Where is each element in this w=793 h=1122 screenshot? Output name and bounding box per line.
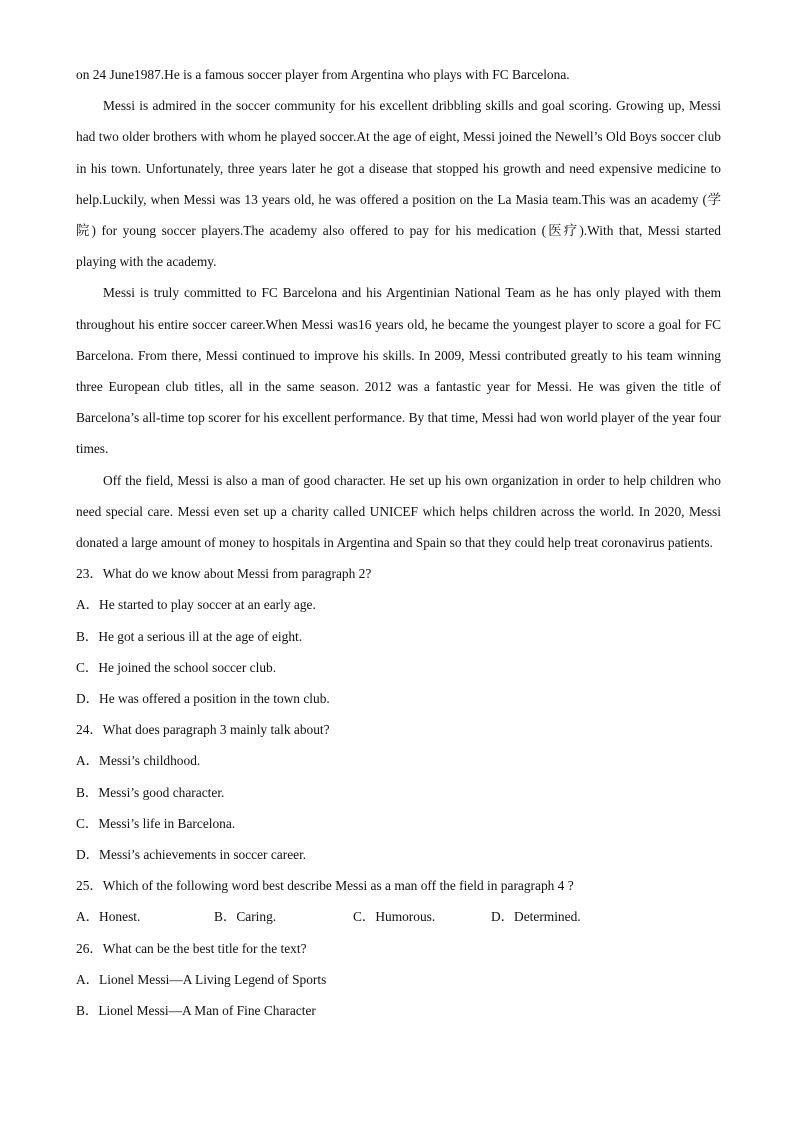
option-c: C．Humorous. [353, 909, 436, 925]
question-stem: 25．Which of the following word best describe Messi as a man off the field in paragraph 4 ? [76, 878, 574, 894]
options-row [76, 901, 721, 932]
option-a: A．Messi’s childhood. [76, 753, 201, 769]
document-content [76, 59, 721, 1026]
paragraph-4: Off the field, Messi is also a man of good character. He set up his own organization in order to help children who need special care. Messi even set up a charity called UNICEF which helps children across the world. In 2020, Messi donated a large amount of money to hospitals in Argentina and Spain so that they could help treat coronavirus patients. [76, 472, 721, 551]
question-stem: 23．What do we know about Messi from paragraph 2? [76, 566, 372, 582]
option-c: C．Messi’s life in Barcelona. [76, 815, 236, 831]
option-a: A．Lionel Messi—A Living Legend of Sports [76, 971, 327, 987]
question-stem: 26．What can be the best title for the text? [76, 940, 307, 956]
option-c: C．He joined the school soccer club. [76, 659, 277, 675]
option-d: D．Messi’s achievements in soccer career. [76, 847, 307, 863]
question-stem: 24．What does paragraph 3 mainly talk about? [76, 722, 330, 738]
question-23 [76, 558, 721, 714]
option-d: D．He was offered a position in the town club. [76, 691, 330, 707]
option-b: B．Messi’s good character. [76, 784, 225, 800]
option-a: A．He started to play soccer at an early age. [76, 597, 316, 613]
paragraph-1-tail: on 24 June1987.He is a famous soccer player from Argentina who plays with FC Barcelona. [76, 67, 570, 82]
option-b: B．Lionel Messi—A Man of Fine Character [76, 1003, 316, 1019]
paragraph-3: Messi is truly committed to FC Barcelona and his Argentinian National Team as he has only played with them throughout his entire soccer career.When Messi was16 years old, he became the youngest player to score a goal for FC Barcelona. From there, Messi continued to improve his skills. In 2009, Messi contributed greatly to his team winning three European club titles, all in the same season. 2012 was a fantastic year for Messi. He was given the title of Barcelona’s all-time top scorer for his excellent performance. By that time, Messi had won world player of the year four times. [76, 285, 721, 457]
question-25 [76, 870, 721, 932]
paragraph-2: Messi is admired in the soccer community for his excellent dribbling skills and goal scoring. Growing up, Messi had two older brothers with whom he played soccer.At the age of eight, Messi joined the Newell’s Old Boys soccer club in his town. Unfortunately, three years later he got a disease that stopped his growth and need expensive medicine to help.Luckily, when Messi was 13 years old, he was offered a position on the La Masia team.This was an academy (学院) for young soccer players.The academy also offered to pay for his medication (医疗).With that, Messi started playing with the academy. [76, 98, 721, 270]
option-d: D．Determined. [491, 909, 581, 925]
question-26 [76, 933, 721, 1027]
question-24 [76, 714, 721, 870]
option-b: B．Caring. [214, 909, 277, 925]
option-b: B．He got a serious ill at the age of eight. [76, 628, 303, 644]
option-a: A．Honest. [76, 909, 141, 925]
